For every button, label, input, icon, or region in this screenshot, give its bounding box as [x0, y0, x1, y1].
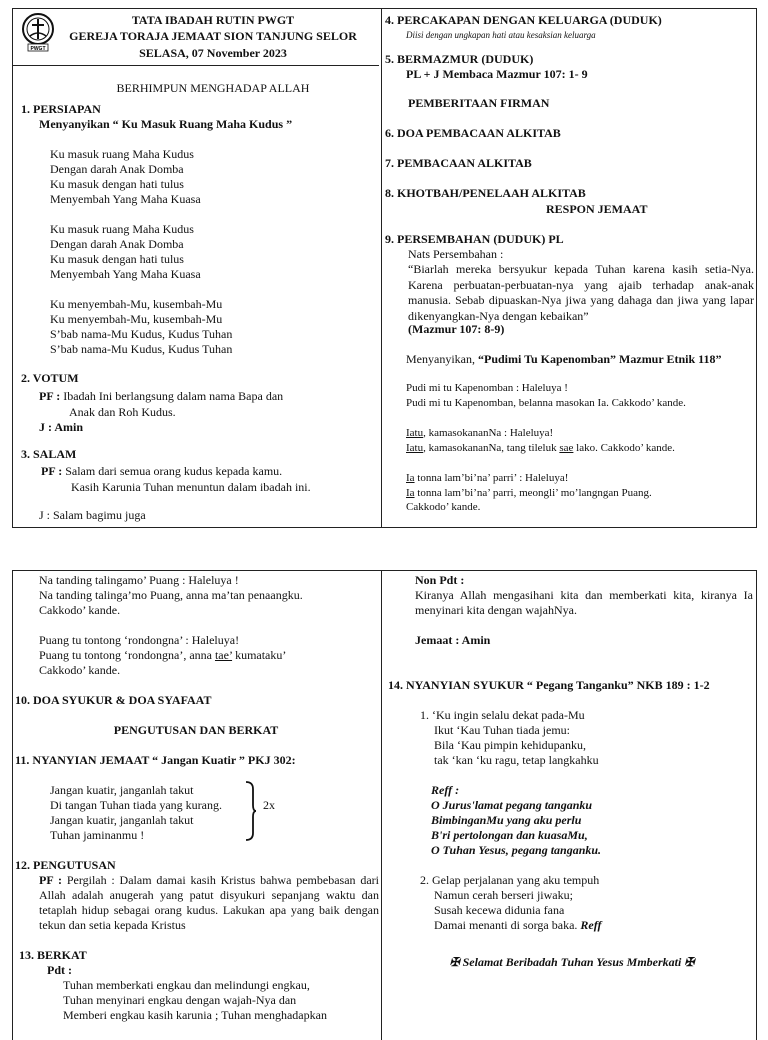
lyric-line: Ku masuk ruang Maha Kudus: [50, 222, 194, 236]
reff-label: Reff :: [431, 783, 460, 797]
lyric-line: Ku masuk dengan hati tulus: [50, 252, 184, 266]
repeat-label: 2x: [263, 798, 275, 812]
lyric-line: Ia tonna lam’bi’na’ parri’ : Haleluya!: [406, 472, 569, 484]
reff-line: BimbinganMu yang aku perlu: [431, 813, 582, 827]
header-title: TATA IBADAH RUTIN PWGT: [131, 13, 295, 27]
s1-subtitle: Menyanyikan “ Ku Masuk Ruang Maha Kudus ”: [39, 117, 293, 131]
s7-title: 7. PEMBACAAN ALKITAB: [385, 156, 532, 170]
lyric-line: Ikut ‘Kau Tuhan tiada jemu:: [434, 723, 570, 737]
page-panel-bottom: [12, 570, 757, 1040]
blessing-line: Memberi engkau kasih karunia ; Tuhan menghadapkan: [63, 1008, 327, 1022]
s2-j: J : Amin: [39, 420, 84, 434]
s8-title: 8. KHOTBAH/PENELAAH ALKITAB: [385, 186, 586, 200]
lyric-line: Cakkodo’ kande.: [39, 603, 121, 617]
lyric-line: Iatu, kamasokananNa, tang tileluk sae lako. Cakkodo’ kande.: [406, 442, 675, 454]
s9-nats: Nats Persembahan :: [408, 247, 504, 261]
reff-line: O Jurus'lamat pegang tanganku: [431, 798, 593, 812]
s13-pdt: Pdt :: [47, 963, 72, 977]
s12-title: 12. PENGUTUSAN: [15, 858, 116, 872]
section-title-berhimpun: BERHIMPUN MENGHADAP ALLAH: [116, 81, 310, 95]
s9-quote: “Biarlah mereka bersyukur kepada Tuhan karena kasih setia-Nya. Karena perbuatan-perbuatan-nya yang ajaib terhadap anak-anak manusia. Sebab dipuaskan-Nya jiwa yang dahaga dan jiwa yang lapar dikenyangkan-Nya dengan kebaikan”: [408, 262, 754, 323]
lyric-line: Na tanding talinga’mo Puang, anna ma’tan penaangku.: [39, 588, 303, 602]
lyric-line: S’bab nama-Mu Kudus, Kudus Tuhan: [50, 342, 233, 356]
s3-pf: PF : Salam dari semua orang kudus kepada kamu.: [41, 464, 283, 478]
s3-title: 3. SALAM: [21, 447, 77, 461]
lyric-line: Dengan darah Anak Domba: [50, 237, 184, 251]
lyric-line: Pudi mi tu Kapenomban, belanna masokan Ia. Cakkodo’ kande.: [406, 397, 686, 409]
respon-title: RESPON JEMAAT: [546, 202, 648, 216]
blessing-line: Tuhan menyinari engkau dengan wajah-Nya dan: [63, 993, 297, 1007]
lyric-line: Puang tu tontong ‘rondongna’, anna tae’ kumataku’: [39, 648, 287, 662]
lyric-line: Namun cerah berseri jiwaku;: [434, 888, 573, 902]
lyric-line: Ia tonna lam’bi’na’ parri, meongli’ mo’langngan Puang.: [406, 487, 652, 499]
lyric-line: Bila ‘Kau pimpin kehidupanku,: [434, 738, 586, 752]
s9-ref: (Mazmur 107: 8-9): [408, 322, 505, 336]
s2-pf: PF : Ibadah Ini berlangsung dalam nama Bapa dan: [39, 389, 284, 403]
s12-text: PF : Pergilah : Dalam damai kasih Kristus bahwa pembebasan dari Allah adalah anugerah yang patut disyukuri sepanjang waktu dan tetaplah hidup sebagai orang kudus. Lakukan apa yang baik dengan tekun dan setia kepada Kristus: [39, 873, 379, 932]
header-rule: [13, 65, 379, 66]
lyric-line: Puang tu tontong ‘rondongna’ : Haleluya!: [39, 633, 240, 647]
lyric-line: Dengan darah Anak Domba: [50, 162, 184, 176]
s10-title: 10. DOA SYUKUR & DOA SYAFAAT: [15, 693, 212, 707]
column-divider: [381, 571, 382, 1040]
jemaat-amin: Jemaat : Amin: [415, 633, 491, 647]
nonpdt-label: Non Pdt :: [415, 573, 465, 587]
svg-text:PWGT: PWGT: [30, 46, 46, 52]
lyric-line: Menyembah Yang Maha Kuasa: [50, 192, 201, 206]
lyric-line: Ku masuk ruang Maha Kudus: [50, 147, 194, 161]
lyric-line: Tuhan jaminanmu !: [50, 828, 145, 842]
s9-title: 9. PERSEMBAHAN (DUDUK) PL: [385, 232, 564, 246]
s1-title: 1. PERSIAPAN: [21, 102, 101, 116]
lyric-line: Cakkodo’ kande.: [39, 663, 121, 677]
lyric-line: tak ‘kan ‘ku ragu, tetap langkahku: [434, 753, 599, 767]
lyric-line: Ku menyembah-Mu, kusembah-Mu: [50, 312, 223, 326]
s2-title: 2. VOTUM: [21, 371, 79, 385]
s3-pf-cont: Kasih Karunia Tuhan menuntun dalam ibadah ini.: [71, 480, 311, 494]
pengutusan-title: PENGUTUSAN DAN BERKAT: [113, 723, 279, 737]
lyric-line: Jangan kuatir, janganlah takut: [50, 813, 194, 827]
lyric-line: 1. ‘Ku ingin selalu dekat pada-Mu: [420, 708, 585, 722]
s14-title: 14. NYANYIAN SYUKUR “ Pegang Tanganku” NKB 189 : 1-2: [388, 678, 710, 692]
lyric-line: Damai menanti di sorga baka. Reff: [434, 918, 602, 932]
lyric-line: Di tangan Tuhan tiada yang kurang.: [50, 798, 222, 812]
firman-title: PEMBERITAAN FIRMAN: [408, 96, 550, 110]
s5-title: 5. BERMAZMUR (DUDUK): [385, 52, 534, 66]
column-divider: [381, 9, 382, 527]
header-church: GEREJA TORAJA JEMAAT SION TANJUNG SELOR: [69, 29, 357, 43]
sing-line: Menyanyikan, “Pudimi Tu Kapenomban” Mazmur Etnik 118”: [406, 352, 722, 366]
reff-line: B'ri pertolongan dan kuasaMu,: [431, 828, 588, 842]
reff-line: O Tuhan Yesus, pegang tanganku.: [431, 843, 602, 857]
closing-blessing: ✠ Selamat Beribadah Tuhan Yesus Mmberkati ✠: [449, 955, 695, 969]
lyric-line: 2. Gelap perjalanan yang aku tempuh: [420, 873, 600, 887]
page-panel-top: [12, 8, 757, 528]
lyric-line: Susah kecewa didunia fana: [434, 903, 565, 917]
s6-title: 6. DOA PEMBACAAN ALKITAB: [385, 126, 561, 140]
nonpdt-text: Kiranya Allah mengasihani kita dan memberkati kita, kiranya Ia menyinari kita dengan wajahNya.: [415, 588, 753, 617]
s13-title: 13. BERKAT: [19, 948, 87, 962]
lyric-line: Jangan kuatir, janganlah takut: [50, 783, 194, 797]
lyric-line: Menyembah Yang Maha Kuasa: [50, 267, 201, 281]
lyric-line: Ku masuk dengan hati tulus: [50, 177, 184, 191]
lyric-line: Iatu, kamasokananNa : Haleluya!: [406, 427, 554, 439]
s2-pf-cont: Anak dan Roh Kudus.: [69, 405, 176, 419]
lyric-line: Cakkodo’ kande.: [406, 501, 481, 513]
lyric-line: Pudi mi tu Kapenomban : Haleluya !: [406, 382, 568, 394]
church-logo-icon: [19, 12, 57, 52]
s11-title: 11. NYANYIAN JEMAAT “ Jangan Kuatir ” PKJ 302:: [15, 753, 296, 767]
s4-note: Diisi dengan ungkapan hati atau kesaksian keluarga: [406, 30, 596, 40]
s5-subtitle: PL + J Membaca Mazmur 107: 1- 9: [406, 67, 588, 81]
lyric-line: Ku menyembah-Mu, kusembah-Mu: [50, 297, 223, 311]
s3-j: J : Salam bagimu juga: [39, 508, 146, 522]
lyric-line: Na tanding talingamo’ Puang : Haleluya !: [39, 573, 239, 587]
s4-title: 4. PERCAKAPAN DENGAN KELUARGA (DUDUK): [385, 13, 662, 27]
header-date: SELASA, 07 November 2023: [139, 46, 287, 60]
blessing-line: Tuhan memberkati engkau dan melindungi engkau,: [63, 978, 310, 992]
lyric-line: S’bab nama-Mu Kudus, Kudus Tuhan: [50, 327, 233, 341]
repeat-bracket-icon: [245, 781, 257, 841]
